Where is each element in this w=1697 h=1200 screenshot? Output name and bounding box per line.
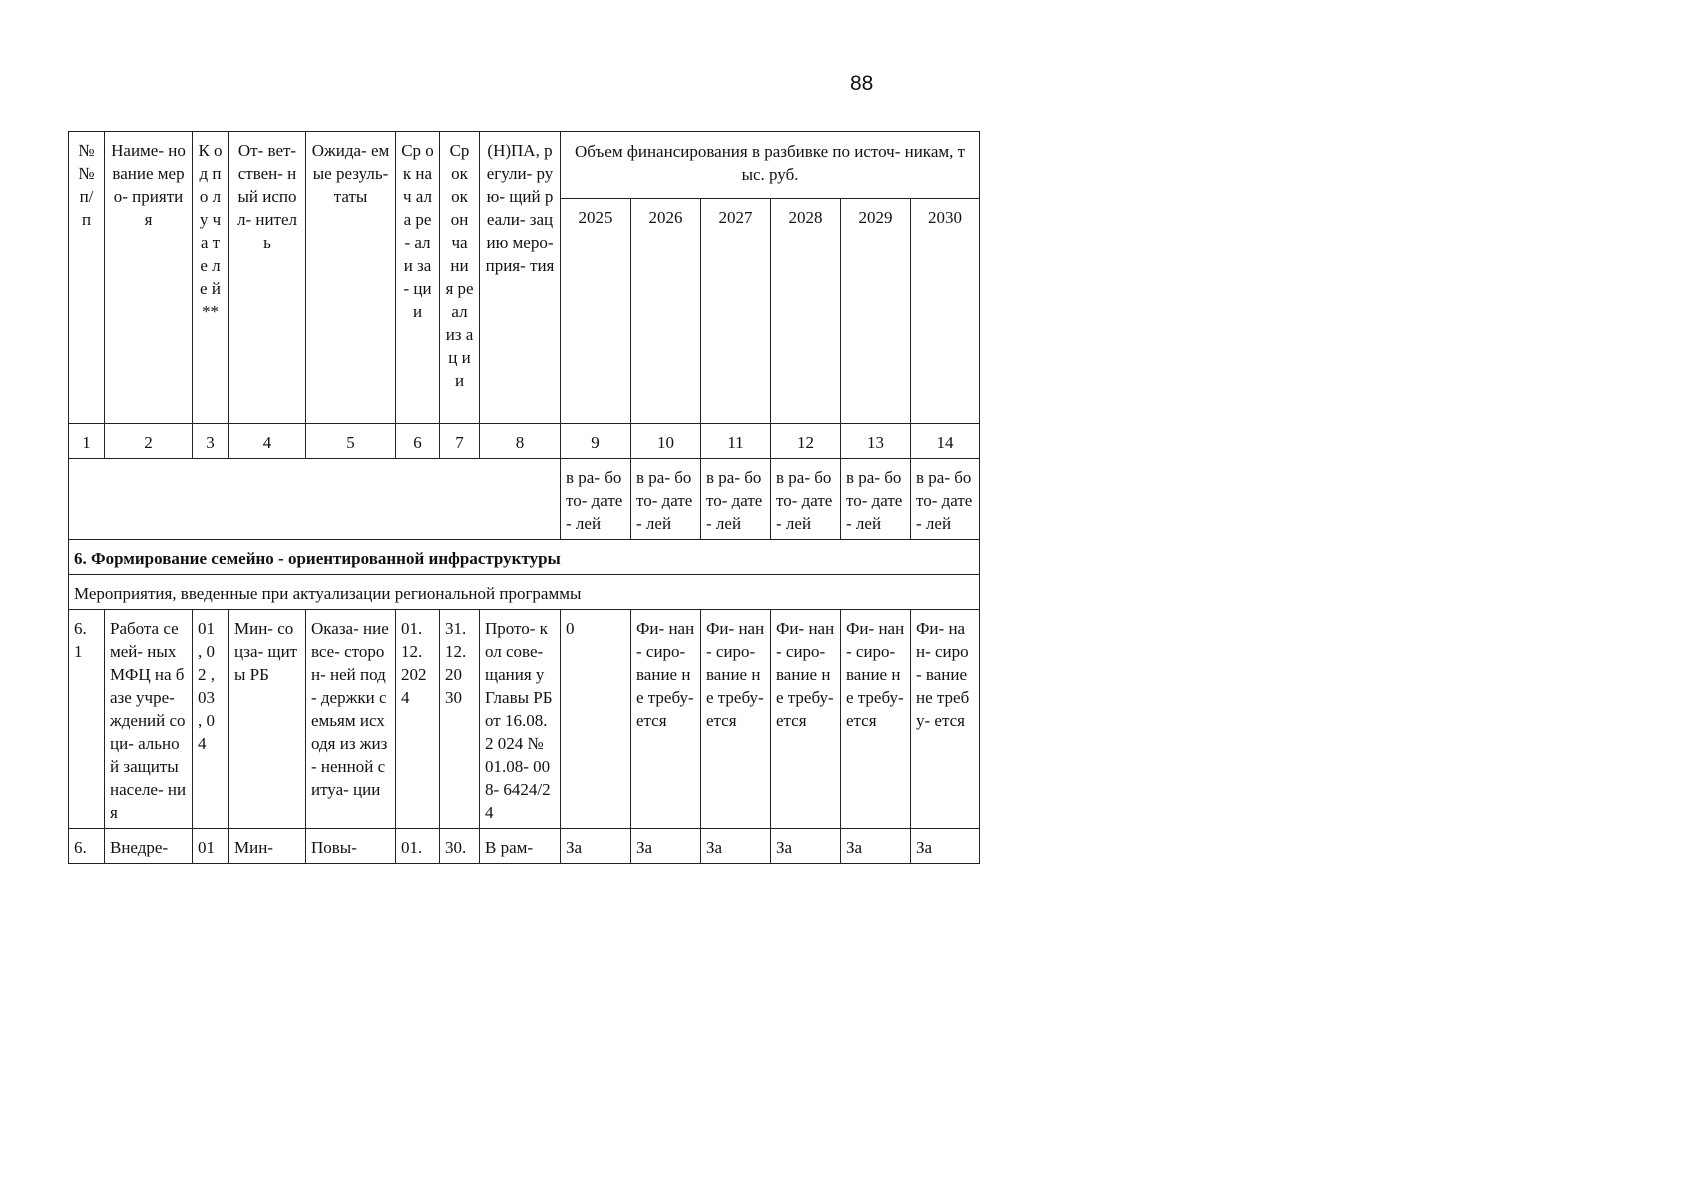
header-name: Наиме- нование меро- приятия: [105, 132, 193, 424]
col-num: 12: [771, 424, 841, 459]
section-note: Мероприятия, введенные при актуализации региональной программы: [69, 575, 980, 610]
row-name: Работа семей- ных МФЦ на базе учре- ждений соци- альной защиты населе- ния: [105, 610, 193, 829]
row-number: 6.: [69, 829, 105, 864]
row-npa: В рам-: [480, 829, 561, 864]
col-num: 11: [701, 424, 771, 459]
row-executor: Мин- соцза- щиты РБ: [229, 610, 306, 829]
year-2027: 2027: [701, 199, 771, 424]
employers-cell: в ра- бото- дате- лей: [911, 459, 980, 540]
section-title: 6. Формирование семейно - ориентированной инфраструктуры: [69, 540, 980, 575]
year-2029: 2029: [841, 199, 911, 424]
row-end: 31. 12. 20 30: [440, 610, 480, 829]
employers-cell: в ра- бото- дате- лей: [561, 459, 631, 540]
row-2026: За: [631, 829, 701, 864]
section-row: [69, 540, 980, 575]
header-funding: Объем финансирования в разбивке по источ- никам, тыс. руб.: [561, 132, 980, 199]
header-start: Ср ок нач ала ре- али за- ци и: [396, 132, 440, 424]
header-number: № № п/ п: [69, 132, 105, 424]
col-num: 3: [193, 424, 229, 459]
col-num: 1: [69, 424, 105, 459]
row-result: Повы-: [306, 829, 396, 864]
header-executor: От- вет- ствен- ный испол- нитель: [229, 132, 306, 424]
employers-cell: в ра- бото- дате- лей: [701, 459, 771, 540]
header-npa: (Н)ПА, регули- рую- щий реали- зацию меро- прия- тия: [480, 132, 561, 424]
col-num: 10: [631, 424, 701, 459]
row-2028: За: [771, 829, 841, 864]
row-npa: Прото- кол сове- щания у Главы РБ от 16.08.2 024 № 01.08- 008- 6424/24: [480, 610, 561, 829]
col-num: 7: [440, 424, 480, 459]
column-numbers-row: [69, 424, 980, 459]
row-result: Оказа- ние все- сторон- ней под- держки семьям исходя из жиз- ненной ситуа- ции: [306, 610, 396, 829]
col-num: 6: [396, 424, 440, 459]
row-2027: Фи- нан- сиро- вание не требу- ется: [701, 610, 771, 829]
row-2027: За: [701, 829, 771, 864]
page-number: 88: [850, 72, 874, 95]
row-number: 6. 1: [69, 610, 105, 829]
header-end: Ср ок ок он ча ни я ре ал из ац ии: [440, 132, 480, 424]
row-code: 01: [193, 829, 229, 864]
row-2025: 0: [561, 610, 631, 829]
year-2026: 2026: [631, 199, 701, 424]
col-num: 2: [105, 424, 193, 459]
employers-row: [69, 459, 980, 540]
table-row: [69, 610, 980, 829]
col-num: 5: [306, 424, 396, 459]
financing-table: [68, 131, 980, 864]
year-2030: 2030: [911, 199, 980, 424]
header-results: Ожида- емые резуль- таты: [306, 132, 396, 424]
row-start: 01.: [396, 829, 440, 864]
row-code: 01 , 02 , 03 , 04: [193, 610, 229, 829]
year-2025: 2025: [561, 199, 631, 424]
col-num: 8: [480, 424, 561, 459]
row-2028: Фи- нан- сиро- вание не требу- ется: [771, 610, 841, 829]
row-executor: Мин-: [229, 829, 306, 864]
employers-cell: в ра- бото- дате- лей: [631, 459, 701, 540]
employers-row-blank: [69, 459, 561, 540]
header-code: К од по лу ча те ле й **: [193, 132, 229, 424]
employers-cell: в ра- бото- дате- лей: [771, 459, 841, 540]
col-num: 9: [561, 424, 631, 459]
row-2025: За: [561, 829, 631, 864]
header-row: [69, 132, 980, 199]
row-2030: Фи- нан- сиро- вание не требу- ется: [911, 610, 980, 829]
row-end: 30.: [440, 829, 480, 864]
col-num: 14: [911, 424, 980, 459]
row-2029: Фи- нан- сиро- вание не требу- ется: [841, 610, 911, 829]
row-2030: За: [911, 829, 980, 864]
row-name: Внедре-: [105, 829, 193, 864]
employers-cell: в ра- бото- дате- лей: [841, 459, 911, 540]
col-num: 13: [841, 424, 911, 459]
row-2029: За: [841, 829, 911, 864]
row-2026: Фи- нан- сиро- вание не требу- ется: [631, 610, 701, 829]
section-note-row: [69, 575, 980, 610]
row-start: 01. 12. 202 4: [396, 610, 440, 829]
table-row: [69, 829, 980, 864]
col-num: 4: [229, 424, 306, 459]
year-2028: 2028: [771, 199, 841, 424]
